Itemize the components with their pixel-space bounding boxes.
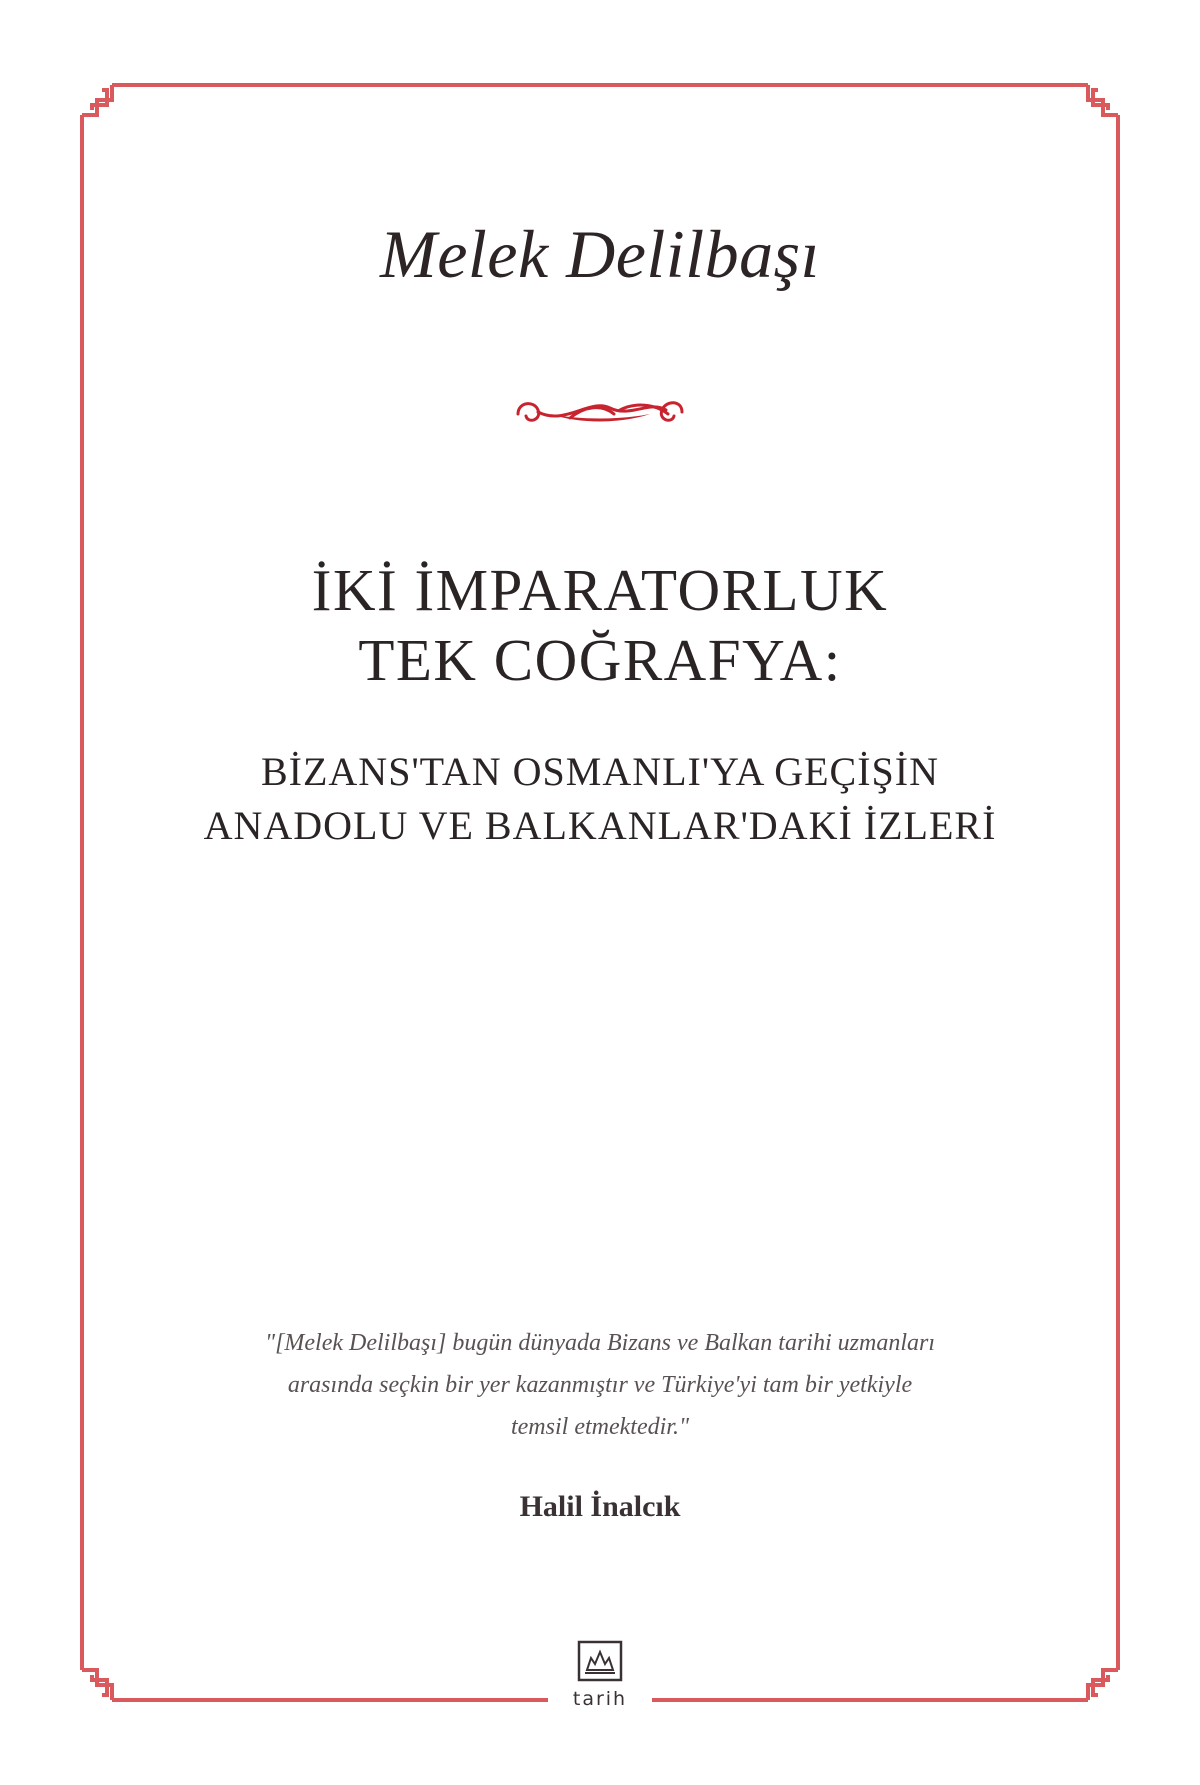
publisher-logo [555, 1640, 645, 1720]
endorsement-quote [150, 1322, 1050, 1448]
quote-line-3: temsil etmektedir." [510, 1414, 690, 1440]
title-line-2: TEK COĞRAFYA: [358, 627, 842, 693]
book-subtitle [0, 745, 1200, 853]
quote-line-1: "[Melek Delilbaşı] bugün dünyada Bizans ve Balkan tarihi uzmanları [264, 1330, 935, 1356]
publisher-logo-icon [577, 1640, 623, 1682]
quote-line-2: arasında seçkin bir yer kazanmıştır ve Türkiye'yi tam bir yetkiyle [287, 1372, 913, 1398]
book-title [0, 555, 1200, 695]
title-line-1: İKİ İMPARATORLUK [311, 557, 889, 623]
flourish-ornament-icon [510, 388, 690, 438]
author-name: Melek Delilbaşı [380, 216, 820, 292]
subtitle-line-2: ANADOLU VE BALKANLAR'DAKİ İZLERİ [203, 803, 997, 848]
subtitle-line-1: BİZANS'TAN OSMANLI'YA GEÇİŞİN [260, 749, 939, 794]
quote-author: Halil İnalcık [519, 1490, 681, 1523]
publisher-series-label: tarih [572, 1688, 628, 1710]
